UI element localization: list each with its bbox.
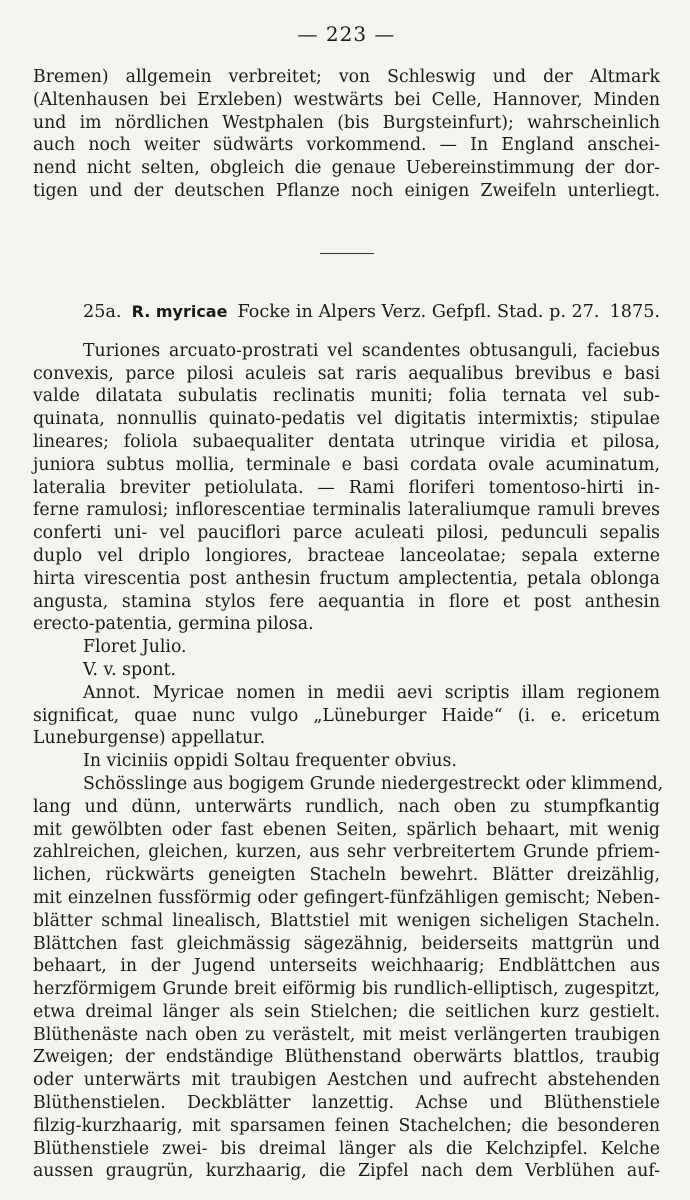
intro-paragraph <box>33 66 660 203</box>
text-line: aussen graugrün, kurzhaarig, die Zipfel nach dem Verblühen auf- <box>33 1161 660 1182</box>
text-line: herzförmigem Grunde breit eiförmig bis rundlich-elliptisch, zugespitzt, <box>33 979 660 1000</box>
text-line: nend nicht selten, obgleich die genaue Uebereinstimmung der dor- <box>33 158 660 179</box>
species-year: 1875. <box>609 301 660 322</box>
annot-line: Annot. Myricae nomen in medii aevi scriptis illam regionem <box>83 682 660 703</box>
soltau-line: In viciniis oppidi Soltau frequenter obvius. <box>83 751 457 772</box>
text-line: mit einzelnen fussförmig oder gefingert-fünfzähligen gemischt; Neben- <box>33 887 660 908</box>
text-line: blätter schmal linealisch, Blattstiel mit wenigen sicheligen Stacheln. <box>33 910 660 931</box>
text-line: zahlreichen, gleichen, kurzen, aus sehr verbreitertem Grunde pfriem- <box>33 842 660 863</box>
text-line: ferne ramulosi; inflorescentiae terminalis lateraliumque ramuli breves <box>33 500 660 521</box>
text-line: convexis, parce pilosi aculeis sat raris aequalibus brevibus e basi <box>33 363 660 384</box>
text-line: Turiones arcuato-prostrati vel scandentes obtusanguli, faciebus <box>83 340 660 361</box>
latin-description <box>33 340 660 773</box>
species-number: 25a. <box>83 301 122 322</box>
text-line: Blüthenstielen. Deckblätter lanzettig. Achse und Blüthenstiele <box>33 1093 660 1114</box>
text-line: etwa dreimal länger als sein Stielchen; die seitlichen kurz gestielt. <box>33 1001 660 1022</box>
page-number: — 223 — <box>297 22 396 46</box>
text-line: quinata, nonnullis quinato-pedatis vel digitatis intermixtis; stipulae <box>33 409 660 430</box>
text-line: lang und dünn, unterwärts rundlich, nach oben zu stumpfkantig <box>33 796 660 817</box>
text-line: Blättchen fast gleichmässig sägezähnig, beiderseits mattgrün und <box>33 933 660 954</box>
text-line: Blüthenstiele zwei- bis dreimal länger als die Kelchzipfel. Kelche <box>33 1138 660 1159</box>
species-name: R. myricae <box>131 301 228 321</box>
section-divider <box>320 253 374 254</box>
annot-line: significat, quae nunc vulgo „Lüneburger Haide“ (i. e. ericetum <box>33 705 660 726</box>
floret-line: Floret Julio. <box>83 637 187 658</box>
text-line: lineares; foliola subaequaliter dentata utrinque viridia et pilosa, <box>33 431 660 452</box>
text-line: angusta, stamina stylos fere aequantia in flore et post anthesin <box>33 591 660 612</box>
text-line: (Altenhausen bei Erxleben) westwärts bei Celle, Hannover, Minden <box>33 89 660 110</box>
annot-line: Luneburgense) appellatur. <box>33 728 266 749</box>
german-description <box>33 773 664 1183</box>
text-line: tigen und der deutschen Pflanze noch einigen Zweifeln unterliegt. <box>33 180 660 201</box>
text-line: erecto-patentia, germina pilosa. <box>33 614 314 635</box>
text-line: auch noch weiter südwärts vorkommend. — In England anschei- <box>33 135 660 156</box>
text-line: oder unterwärts mit traubigen Aestchen und aufrecht abstehenden <box>33 1070 660 1091</box>
text-line: juniora subtus mollia, terminale e basi cordata ovale acuminatum, <box>33 454 660 475</box>
text-line: valde dilatata subulatis reclinatis muniti; folia ternata vel sub- <box>33 386 660 407</box>
text-line: conferti uni- vel pauciflori parce aculeati pilosi, pedunculi sepalis <box>33 523 660 544</box>
text-line: Bremen) allgemein verbreitet; von Schleswig und der Altmark <box>33 67 660 87</box>
text-line: Schösslinge aus bogigem Grunde niedergestreckt oder klimmend, <box>83 773 664 794</box>
species-citation: Focke in Alpers Verz. Gefpfl. Stad. p. 27. <box>237 301 600 322</box>
text-line: lateralia breviter petiolulata. — Rami floriferi tomentoso-hirti in- <box>33 477 660 498</box>
species-heading <box>83 302 660 322</box>
text-line: Blüthenäste nach oben zu verästelt, mit meist verlängerten traubigen <box>33 1024 660 1045</box>
text-line: behaart, in der Jugend unterseits weichhaarig; Endblättchen aus <box>33 956 660 977</box>
text-line: mit gewölbten oder fast ebenen Seiten, spärlich behaart, mit wenig <box>33 819 660 840</box>
text-line: duplo vel driplo longiores, bracteae lanceolatae; sepala externe <box>33 545 660 566</box>
text-line: Zweigen; der endständige Blüthenstand oberwärts blattlos, traubig <box>33 1047 660 1068</box>
text-line: hirta virescentia post anthesin fructum amplectentia, petala oblonga <box>33 568 660 589</box>
text-line: lichen, rückwärts geneigten Stacheln bewehrt. Blätter dreizählig, <box>33 865 660 886</box>
text-line: und im nördlichen Westphalen (bis Burgsteinfurt); wahrscheinlich <box>33 112 660 133</box>
text-line: filzig-kurzhaarig, mit sparsamen feinen Stachelchen; die besonderen <box>33 1115 660 1136</box>
vv-line: V. v. spont. <box>83 659 177 680</box>
